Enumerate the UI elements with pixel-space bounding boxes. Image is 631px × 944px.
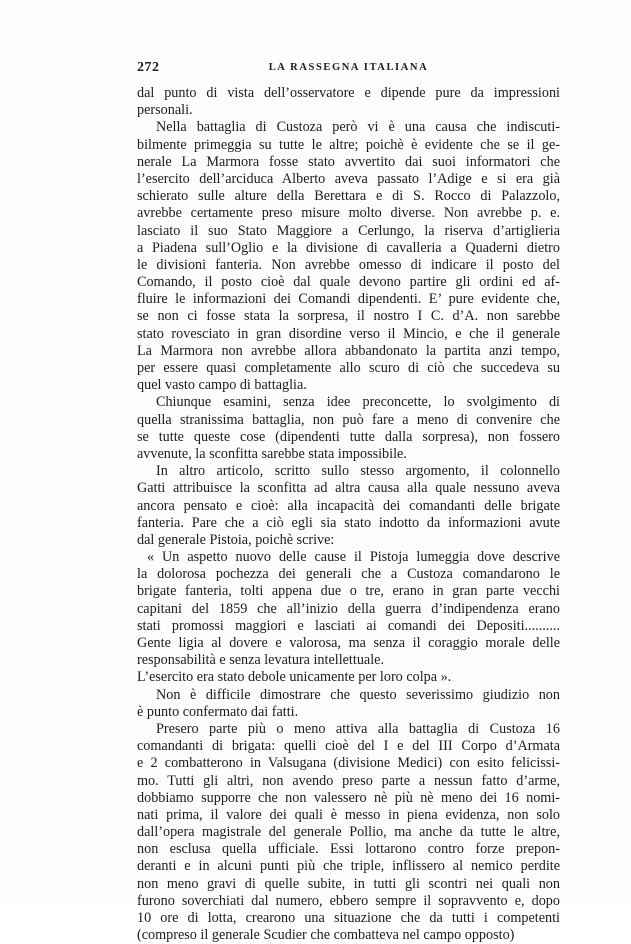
text-line: mo. Tutti gli altri, non avendo preso parte a nessun fatto d’arme, — [137, 772, 560, 789]
text-line: (compreso il generale Scudier che combatteva nel campo opposto) — [137, 927, 515, 944]
text-line: schierato sulle alture della Berettara e di S. Rocco di Palazzolo, — [137, 188, 560, 205]
text-line: quella stranissima battaglia, non può fare a meno di convenire che — [137, 411, 560, 428]
running-title: LA RASSEGNA ITALIANA — [268, 62, 429, 73]
text-line: Non è difficile dimostrare che questo severissimo giudizio non — [156, 686, 560, 703]
text-line: fanteria. Pare che a ciò egli sia stato indotto da informazioni avute — [137, 514, 560, 531]
text-line: le divisioni fanteria. Non avrebbe omesso di indicare il posto del — [137, 256, 560, 273]
text-line: Comando, il posto cioè dal quale devono partire gli ordini ed af- — [137, 274, 560, 291]
text-line: La Marmora non avrebbe allora abbandonato la partita anzi tempo, — [137, 342, 560, 359]
page-number: 272 — [137, 60, 160, 75]
text-line: 10 ore di lotta, crearono una situazione che da tutti i competenti — [137, 910, 560, 926]
text-line: lasciato il suo Stato Maggiore a Cerlungo, la riserva d’artiglieria — [137, 222, 560, 239]
text-line: se tutte queste cose (dipendenti tutte dalla sorpresa), non fossero — [137, 428, 560, 445]
text-line: In altro articolo, scritto sullo stesso argomento, il colonnello — [156, 463, 560, 480]
text-line: Presero parte più o meno attiva alla battaglia di Custoza 16 — [156, 720, 560, 737]
text-line: a Piadena sull’Oglio e la divisione di cavalleria a Quaderni dietro — [137, 239, 560, 256]
text-line: Gatti attribuisce la sconfitta ad altra causa alla quale nessuno aveva — [137, 480, 560, 497]
text-line: non esclusa quella ufficiale. Essi lottarono contro forze prepon- — [137, 841, 560, 858]
text-line: personali. — [137, 102, 193, 119]
text-line: l’esercito dell’arciduca Alberto aveva passato l’Adige e si era già — [137, 170, 560, 187]
text-line: nerale La Marmora fosse stato avvertito dai suoi informatori che — [137, 153, 560, 170]
text-line: furono soverchiati dal numero, ebbero sempre il sopravvento e, dopo — [137, 892, 560, 909]
page-header — [137, 60, 560, 80]
text-line: dobbiamo supporre che non valessero nè più nè meno dei 16 nomi- — [137, 789, 560, 806]
text-line: avvenute, la sconfitta sarebbe stata impossibile. — [137, 445, 407, 462]
text-line: dall’opera magistrale del generale Pollio, ma anche da tutte le altre, — [137, 824, 560, 841]
text-line: deranti e in alcuni punti più che triple, inflissero al nemico perdite — [137, 858, 560, 875]
text-line: dal punto di vista dell’osservatore e dipende pure da impressioni — [137, 85, 560, 101]
text-line: ancora pensato e cioè: alla incapacità dei comandanti delle brigate — [137, 497, 560, 514]
body-text — [137, 85, 560, 944]
text-line: capitani del 1859 che all’inizio della guerra d’indipendenza erano — [137, 600, 560, 617]
text-line: Gente ligia al dovere e valorosa, ma senza il coraggio morale delle — [137, 635, 560, 651]
text-line: quel vasto campo di battaglia. — [137, 377, 307, 394]
text-line: la dolorosa pochezza dei generali che a Custoza comandarono le — [137, 566, 560, 583]
text-line: stati promossi maggiori e lasciati ai comandi dei Depositi.......... — [137, 617, 560, 634]
text-line: bilmente primeggia su tutte le altre; poichè è evidente che se il ge- — [137, 136, 560, 153]
text-line: fluire le informazioni dei Comandi dipendenti. E’ pure evidente che, — [137, 291, 560, 308]
text-line: brigate fanteria, tolti appena due o tre, erano in gran parte vecchi — [137, 583, 560, 600]
text-line: per essere quasi completamente allo scuro di ciò che succedeva su — [137, 360, 560, 376]
text-line: se non ci fosse stata la sorpresa, il nostro I C. d’A. non sarebbe — [137, 308, 560, 325]
text-line: Chiunque esamini, senza idee preconcette, lo svolgimento di — [156, 394, 560, 411]
text-line: dal generale Pistoia, poichè scrive: — [137, 531, 335, 548]
text-line: non meno gravi di quelle subite, in tutti gli scontri nei quali non — [137, 875, 560, 892]
text-line: nati prima, il valore dei quali è messo in piena evidenza, non solo — [137, 806, 560, 823]
text-line: responsabilità e senza levatura intellettuale. — [137, 652, 384, 669]
text-line: e 2 combatterono in Valsugana (divisione Medici) con esito felicissi- — [137, 755, 560, 772]
text-line: Nella battaglia di Custoza però vi è una causa che indiscuti- — [156, 119, 560, 136]
text-line: comandanti di brigata: quelli cioè del I e del III Corpo d’Armata — [137, 738, 560, 755]
text-line: L’esercito era stato debole unicamente per loro colpa ». — [137, 669, 452, 686]
text-line: avrebbe certamente preso misure molto diverse. Non avrebbe p. e. — [137, 205, 560, 222]
text-line: stato rovesciato in gran disordine verso il Mincio, e che il generale — [137, 325, 560, 342]
text-line: « Un aspetto nuovo delle cause il Pistoja lumeggia dove descrive — [147, 549, 560, 566]
text-line: è punto confermato dai fatti. — [137, 703, 299, 720]
